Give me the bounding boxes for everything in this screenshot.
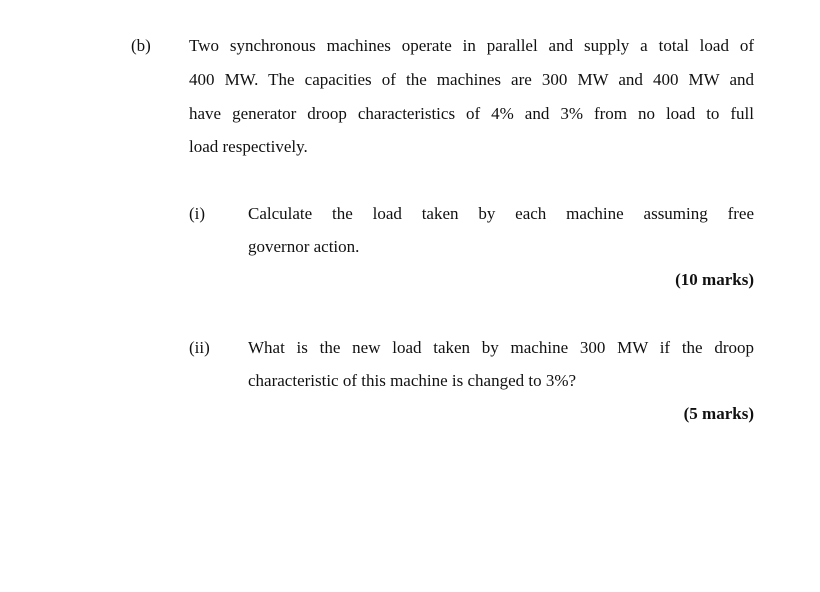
question-line-1: Two synchronous machines operate in parallel and supply a total load of bbox=[189, 36, 754, 55]
question-line-2: 400 MW. The capacities of the machines are 300 MW and 400 MW and bbox=[189, 70, 754, 89]
part-ii-marks: (5 marks) bbox=[683, 404, 754, 423]
part-ii-label: (ii) bbox=[189, 338, 210, 357]
question-line-4: load respectively. bbox=[189, 137, 308, 156]
part-ii-line-2: characteristic of this machine is changed to 3%? bbox=[248, 371, 577, 390]
part-ii-line-1: What is the new load taken by machine 300 MW if the droop bbox=[248, 338, 754, 357]
part-i-line-1: Calculate the load taken by each machine assuming free bbox=[248, 204, 754, 223]
question-label: (b) bbox=[131, 36, 151, 55]
part-i-line-2: governor action. bbox=[248, 237, 360, 256]
part-i-label: (i) bbox=[189, 204, 206, 223]
question-line-3: have generator droop characteristics of 4% and 3% from no load to full bbox=[189, 104, 754, 123]
part-i-marks: (10 marks) bbox=[675, 270, 754, 289]
